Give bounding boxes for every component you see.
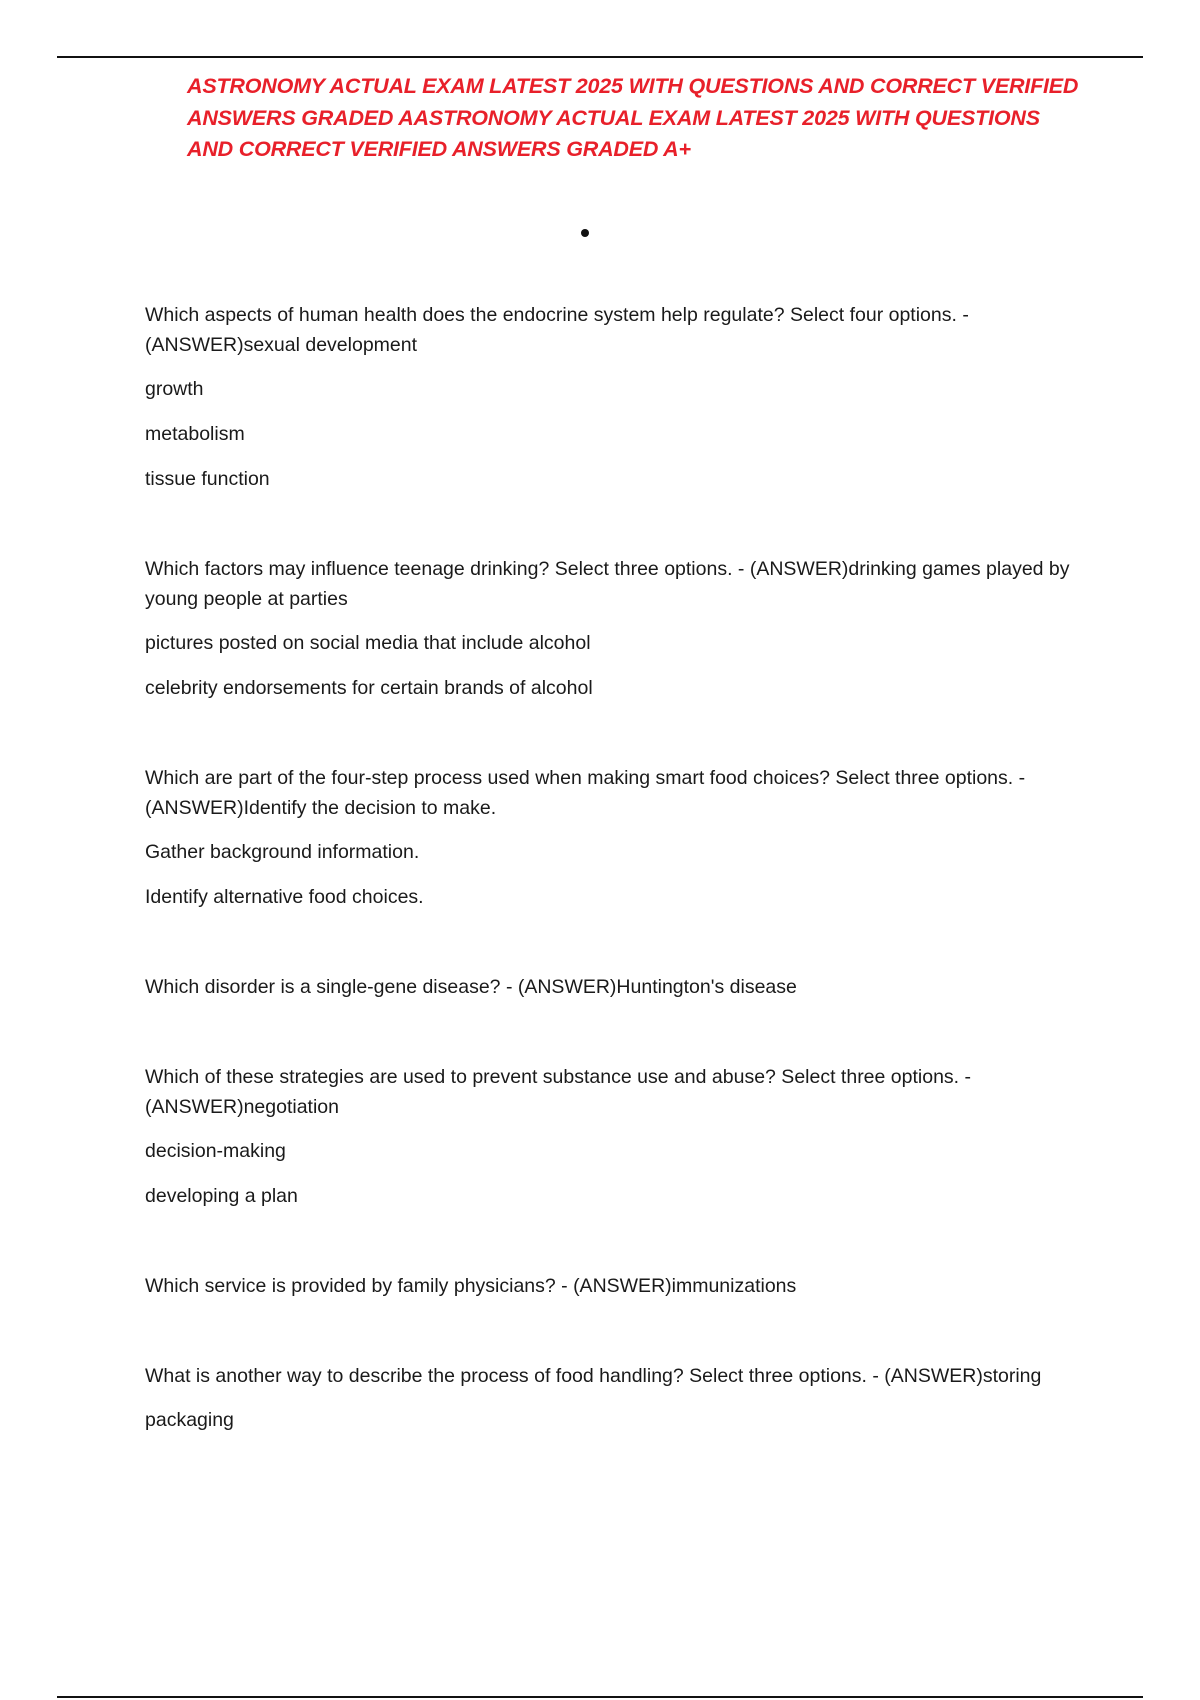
answer-option: developing a plan <box>145 1185 298 1207</box>
answer-option: metabolism <box>145 423 245 445</box>
question-block <box>145 972 1085 1002</box>
question-block <box>145 1361 1085 1435</box>
answer-option: growth <box>145 378 204 400</box>
answer-option: packaging <box>145 1409 234 1431</box>
bullet-icon <box>581 229 589 237</box>
question-text: Which service is provided by family physicians? - (ANSWER)immunizations <box>145 1275 797 1297</box>
question-block <box>145 763 1085 912</box>
question-block <box>145 554 1085 703</box>
answer-option: Identify alternative food choices. <box>145 886 424 908</box>
question-text: Which factors may influence teenage drinking? Select three options. - (ANSWER)drinking games played by young people at parties <box>145 558 1070 610</box>
answer-option: decision-making <box>145 1140 286 1162</box>
answer-option: pictures posted on social media that include alcohol <box>145 632 591 654</box>
question-list <box>145 300 1085 1495</box>
document-title: ASTRONOMY ACTUAL EXAM LATEST 2025 WITH QUESTIONS AND CORRECT VERIFIED ANSWERS GRADED AASTRONOMY ACTUAL EXAM LATEST 2025 WITH QUESTIONS AND CORRECT VERIFIED ANSWERS GRADED A+ <box>187 74 1079 161</box>
top-rule <box>57 56 1143 58</box>
question-text: Which disorder is a single-gene disease? - (ANSWER)Huntington's disease <box>145 976 797 998</box>
question-block <box>145 1062 1085 1211</box>
question-block <box>145 1271 1085 1301</box>
question-block <box>145 300 1085 494</box>
question-text: What is another way to describe the process of food handling? Select three options. - (ANSWER)storing <box>145 1365 1042 1387</box>
question-text: Which aspects of human health does the endocrine system help regulate? Select four options. - (ANSWER)sexual development <box>145 304 969 356</box>
answer-option: tissue function <box>145 468 270 490</box>
bottom-rule <box>57 1696 1143 1698</box>
question-text: Which are part of the four-step process used when making smart food choices? Select three options. - (ANSWER)Identify the decision to make. <box>145 767 1026 819</box>
answer-option: celebrity endorsements for certain brands of alcohol <box>145 677 593 699</box>
question-text: Which of these strategies are used to prevent substance use and abuse? Select three options. - (ANSWER)negotiation <box>145 1066 971 1118</box>
answer-option: Gather background information. <box>145 841 420 863</box>
